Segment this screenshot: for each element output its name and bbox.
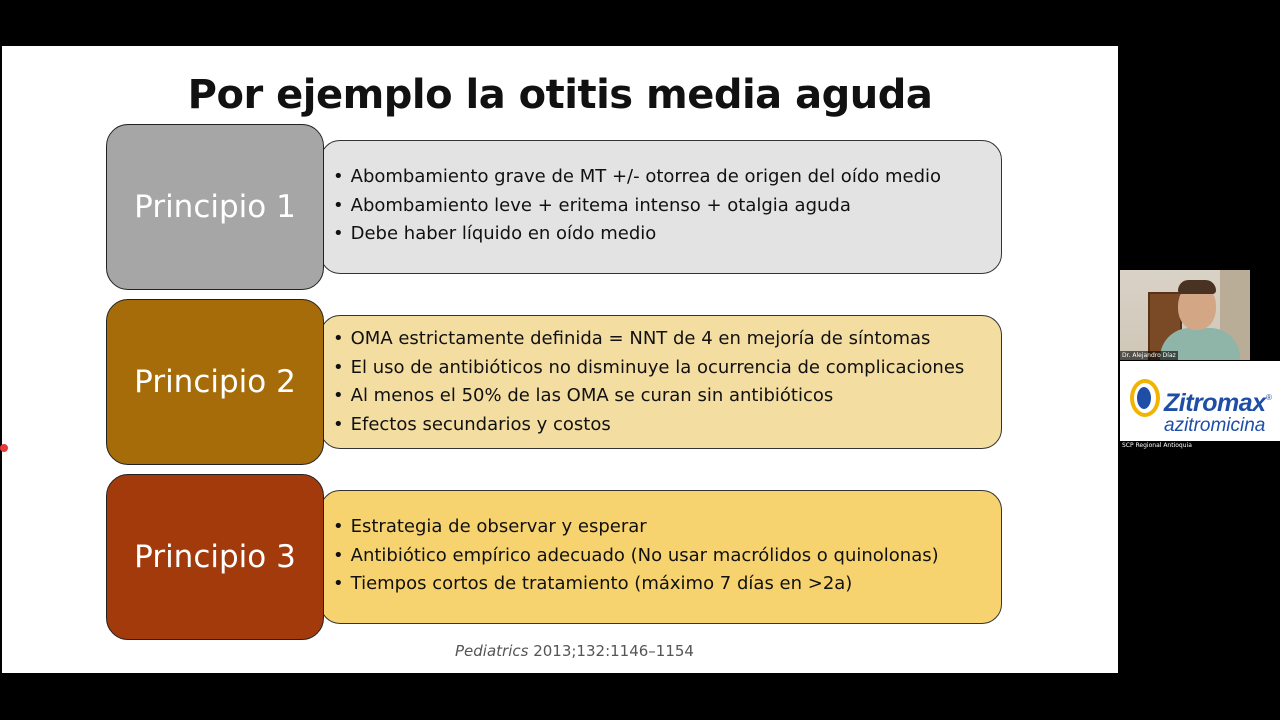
webcam-speaker-hair: [1178, 280, 1216, 294]
principle-2-row: [2, 299, 1118, 469]
bullet-item: • Abombamiento grave de MT +/- otorrea de origen del oído medio: [333, 163, 989, 192]
principle-2-bullets: [333, 325, 989, 439]
bullet-item: • Efectos secundarios y costos: [333, 411, 989, 440]
laser-pointer-icon: [0, 444, 8, 452]
bullet-item: • Al menos el 50% de las OMA se curan sin antibióticos: [333, 382, 989, 411]
principle-3-bullets: [333, 513, 989, 599]
citation-ref: 2013;132:1146–1154: [528, 642, 694, 660]
sponsor-caption: SCP Regional Antioquia: [1122, 442, 1192, 449]
speaker-webcam-video: [1120, 270, 1250, 360]
sponsor-logo-panel: [1120, 361, 1280, 441]
principle-2-box: [320, 315, 1002, 449]
bullet-item: • OMA estrictamente definida = NNT de 4 en mejoría de síntomas: [333, 325, 989, 354]
principle-2-badge: Principio 2: [106, 299, 324, 465]
bullet-item: • Estrategia de observar y esperar: [333, 513, 989, 542]
bullet-item: • Antibiótico empírico adecuado (No usar macrólidos o quinolonas): [333, 542, 989, 571]
zitromax-logo-icon-inner: [1137, 387, 1151, 409]
bullet-item: • Tiempos cortos de tratamiento (máximo 7 días en >2a): [333, 570, 989, 599]
citation: [455, 642, 694, 660]
registered-mark: ®: [1266, 393, 1272, 402]
slide-title: Por ejemplo la otitis media aguda: [187, 72, 933, 118]
principle-1-box: [320, 140, 1002, 274]
principle-1-badge: Principio 1: [106, 124, 324, 290]
sponsor-brand: Zitromax: [1164, 389, 1266, 417]
citation-journal: Pediatrics: [455, 642, 529, 660]
principle-3-row: [2, 474, 1118, 644]
sponsor-generic-name: azitromicina: [1164, 415, 1266, 436]
principle-1-bullets: [333, 163, 989, 249]
bullet-item: • Abombamiento leve + eritema intenso + otalgia aguda: [333, 192, 989, 221]
presentation-slide: [2, 46, 1118, 673]
principle-3-badge: Principio 3: [106, 474, 324, 640]
principle-1-row: [2, 124, 1118, 294]
bullet-item: • El uso de antibióticos no disminuye la ocurrencia de complicaciones: [333, 354, 989, 383]
principle-3-box: [320, 490, 1002, 624]
bullet-item: • Debe haber líquido en oído medio: [333, 220, 989, 249]
speaker-name-label: Dr. Alejandro Díaz: [1122, 352, 1176, 359]
